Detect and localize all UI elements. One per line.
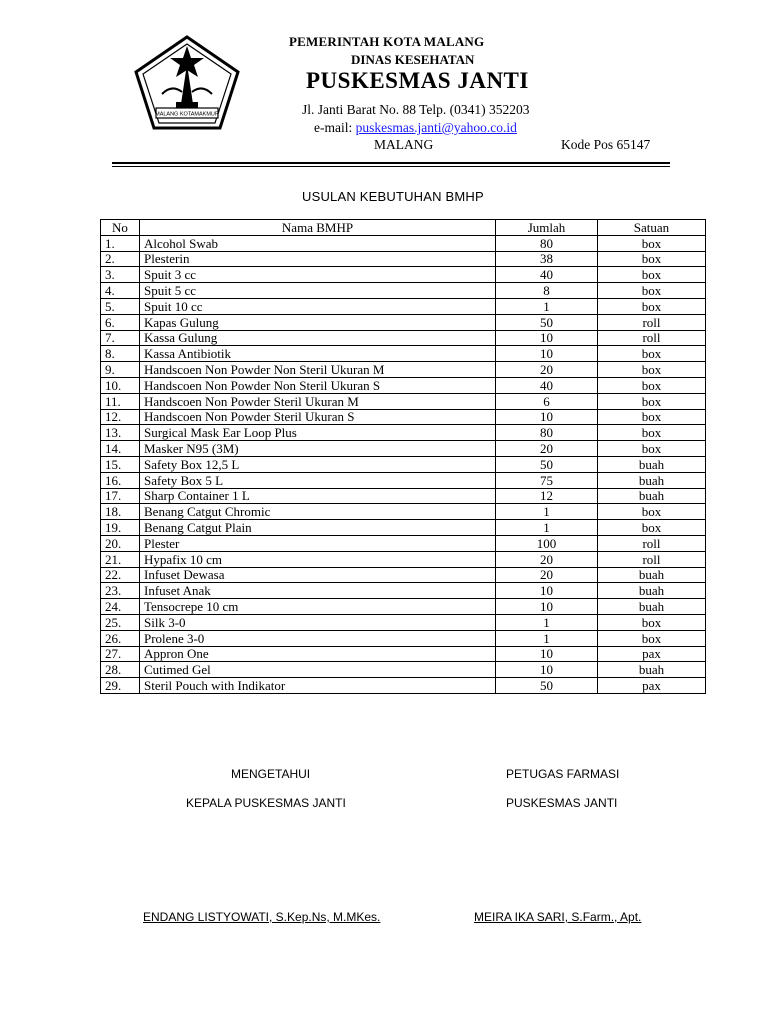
table-row	[101, 314, 706, 330]
table-row	[101, 535, 706, 551]
item-quantity: 8	[496, 283, 598, 299]
item-name: Sharp Container 1 L	[140, 488, 496, 504]
item-quantity: 1	[496, 520, 598, 536]
item-quantity: 1	[496, 614, 598, 630]
item-unit: box	[598, 377, 706, 393]
table-row	[101, 646, 706, 662]
item-quantity: 1	[496, 298, 598, 314]
item-unit: roll	[598, 535, 706, 551]
item-name: Handscoen Non Powder Steril Ukuran M	[140, 393, 496, 409]
item-unit: pax	[598, 678, 706, 694]
row-number: 9.	[101, 362, 140, 378]
table-row	[101, 567, 706, 583]
item-name: Masker N95 (3M)	[140, 441, 496, 457]
item-quantity: 20	[496, 441, 598, 457]
item-name: Benang Catgut Chromic	[140, 504, 496, 520]
row-number: 1.	[101, 235, 140, 251]
item-unit: box	[598, 298, 706, 314]
item-unit: box	[598, 362, 706, 378]
table-header-row	[101, 220, 706, 236]
city-name: MALANG	[374, 137, 434, 152]
row-number: 25.	[101, 614, 140, 630]
government-name: PEMERINTAH KOTA MALANG	[289, 34, 485, 49]
item-unit: buah	[598, 599, 706, 615]
puskesmas-name: PUSKESMAS JANTI	[306, 68, 529, 93]
document-title: USULAN KEBUTUHAN BMHP	[302, 189, 484, 204]
pharmacist-title: PUSKESMAS JANTI	[506, 796, 618, 810]
table-row	[101, 393, 706, 409]
email-line	[314, 120, 517, 136]
header-divider-thick	[112, 162, 670, 164]
item-quantity: 50	[496, 678, 598, 694]
table-row	[101, 235, 706, 251]
table-row	[101, 504, 706, 520]
postal-code: Kode Pos 65147	[561, 137, 651, 152]
item-name: Spuit 10 cc	[140, 298, 496, 314]
item-quantity: 40	[496, 377, 598, 393]
item-name: Safety Box 5 L	[140, 472, 496, 488]
item-name: Appron One	[140, 646, 496, 662]
table-row	[101, 551, 706, 567]
item-name: Spuit 5 cc	[140, 283, 496, 299]
address-line: Jl. Janti Barat No. 88 Telp. (0341) 352203	[302, 102, 530, 117]
item-quantity: 80	[496, 235, 598, 251]
item-quantity: 75	[496, 472, 598, 488]
table-row	[101, 330, 706, 346]
header-divider-thin	[112, 166, 670, 167]
item-name: Handscoen Non Powder Steril Ukuran S	[140, 409, 496, 425]
table-row	[101, 362, 706, 378]
item-name: Hypafix 10 cm	[140, 551, 496, 567]
header-satuan: Satuan	[598, 220, 706, 236]
item-name: Infuset Anak	[140, 583, 496, 599]
item-quantity: 38	[496, 251, 598, 267]
item-unit: box	[598, 235, 706, 251]
header-jumlah: Jumlah	[496, 220, 598, 236]
item-unit: box	[598, 614, 706, 630]
item-quantity: 50	[496, 456, 598, 472]
item-quantity: 20	[496, 567, 598, 583]
item-name: Tensocrepe 10 cm	[140, 599, 496, 615]
item-unit: box	[598, 283, 706, 299]
row-number: 14.	[101, 441, 140, 457]
item-unit: roll	[598, 330, 706, 346]
item-name: Kassa Antibiotik	[140, 346, 496, 362]
item-name: Cutimed Gel	[140, 662, 496, 678]
pharmacist-label: PETUGAS FARMASI	[506, 767, 620, 781]
table-row	[101, 298, 706, 314]
table-row	[101, 472, 706, 488]
item-quantity: 80	[496, 425, 598, 441]
item-unit: box	[598, 425, 706, 441]
row-number: 28.	[101, 662, 140, 678]
row-number: 23.	[101, 583, 140, 599]
bmhp-table	[100, 219, 706, 694]
row-number: 27.	[101, 646, 140, 662]
item-name: Alcohol Swab	[140, 235, 496, 251]
item-name: Silk 3-0	[140, 614, 496, 630]
table-row	[101, 599, 706, 615]
item-quantity: 40	[496, 267, 598, 283]
table-row	[101, 614, 706, 630]
row-number: 26.	[101, 630, 140, 646]
item-quantity: 20	[496, 551, 598, 567]
table-row	[101, 662, 706, 678]
item-unit: buah	[598, 488, 706, 504]
table-row	[101, 409, 706, 425]
table-row	[101, 346, 706, 362]
row-number: 10.	[101, 377, 140, 393]
table-row	[101, 283, 706, 299]
item-quantity: 50	[496, 314, 598, 330]
item-name: Plesterin	[140, 251, 496, 267]
item-name: Plester	[140, 535, 496, 551]
row-number: 24.	[101, 599, 140, 615]
header-no: No	[101, 220, 140, 236]
email-label: e-mail:	[314, 120, 356, 135]
table-row	[101, 377, 706, 393]
item-quantity: 10	[496, 646, 598, 662]
row-number: 16.	[101, 472, 140, 488]
item-quantity: 12	[496, 488, 598, 504]
item-name: Handscoen Non Powder Non Steril Ukuran M	[140, 362, 496, 378]
table-row	[101, 678, 706, 694]
row-number: 18.	[101, 504, 140, 520]
item-quantity: 10	[496, 409, 598, 425]
item-quantity: 10	[496, 330, 598, 346]
row-number: 7.	[101, 330, 140, 346]
item-quantity: 10	[496, 599, 598, 615]
row-number: 13.	[101, 425, 140, 441]
item-unit: box	[598, 409, 706, 425]
item-unit: box	[598, 520, 706, 536]
table-row	[101, 267, 706, 283]
item-unit: box	[598, 393, 706, 409]
row-number: 5.	[101, 298, 140, 314]
item-name: Kassa Gulung	[140, 330, 496, 346]
head-signatory-name: ENDANG LISTYOWATI, S.Kep.Ns, M.MKes.	[143, 910, 381, 924]
head-title: KEPALA PUSKESMAS JANTI	[186, 796, 346, 810]
item-name: Surgical Mask Ear Loop Plus	[140, 425, 496, 441]
row-number: 6.	[101, 314, 140, 330]
acknowledged-label: MENGETAHUI	[231, 767, 311, 781]
row-number: 12.	[101, 409, 140, 425]
row-number: 29.	[101, 678, 140, 694]
item-unit: buah	[598, 583, 706, 599]
pharmacist-signatory-name: MEIRA IKA SARI, S.Farm., Apt.	[474, 910, 642, 924]
item-name: Safety Box 12,5 L	[140, 456, 496, 472]
table-row	[101, 583, 706, 599]
item-unit: box	[598, 441, 706, 457]
email-link[interactable]: puskesmas.janti@yahoo.co.id	[355, 120, 517, 135]
item-unit: roll	[598, 314, 706, 330]
item-quantity: 10	[496, 346, 598, 362]
item-quantity: 10	[496, 662, 598, 678]
item-quantity: 100	[496, 535, 598, 551]
row-number: 11.	[101, 393, 140, 409]
item-unit: box	[598, 251, 706, 267]
item-unit: buah	[598, 662, 706, 678]
row-number: 4.	[101, 283, 140, 299]
item-quantity: 6	[496, 393, 598, 409]
item-name: Infuset Dewasa	[140, 567, 496, 583]
table-row	[101, 488, 706, 504]
row-number: 17.	[101, 488, 140, 504]
item-name: Benang Catgut Plain	[140, 520, 496, 536]
item-name: Kapas Gulung	[140, 314, 496, 330]
table-row	[101, 441, 706, 457]
malang-city-emblem-icon	[132, 34, 242, 132]
item-unit: pax	[598, 646, 706, 662]
row-number: 8.	[101, 346, 140, 362]
item-quantity: 10	[496, 583, 598, 599]
row-number: 3.	[101, 267, 140, 283]
item-unit: buah	[598, 456, 706, 472]
item-quantity: 1	[496, 504, 598, 520]
row-number: 19.	[101, 520, 140, 536]
logo-motto-text: MALANG KOTAMAKMUR	[155, 111, 219, 118]
row-number: 21.	[101, 551, 140, 567]
department-name: DINAS KESEHATAN	[351, 52, 475, 67]
table-row	[101, 630, 706, 646]
item-unit: roll	[598, 551, 706, 567]
table-row	[101, 251, 706, 267]
item-unit: buah	[598, 472, 706, 488]
row-number: 2.	[101, 251, 140, 267]
row-number: 15.	[101, 456, 140, 472]
row-number: 22.	[101, 567, 140, 583]
item-unit: buah	[598, 567, 706, 583]
item-unit: box	[598, 346, 706, 362]
item-unit: box	[598, 630, 706, 646]
item-unit: box	[598, 267, 706, 283]
table-row	[101, 456, 706, 472]
item-name: Prolene 3-0	[140, 630, 496, 646]
item-name: Steril Pouch with Indikator	[140, 678, 496, 694]
item-name: Spuit 3 cc	[140, 267, 496, 283]
item-quantity: 20	[496, 362, 598, 378]
item-unit: box	[598, 504, 706, 520]
table-row	[101, 425, 706, 441]
row-number: 20.	[101, 535, 140, 551]
header-nama-bmhp: Nama BMHP	[140, 220, 496, 236]
table-row	[101, 520, 706, 536]
item-quantity: 1	[496, 630, 598, 646]
item-name: Handscoen Non Powder Non Steril Ukuran S	[140, 377, 496, 393]
